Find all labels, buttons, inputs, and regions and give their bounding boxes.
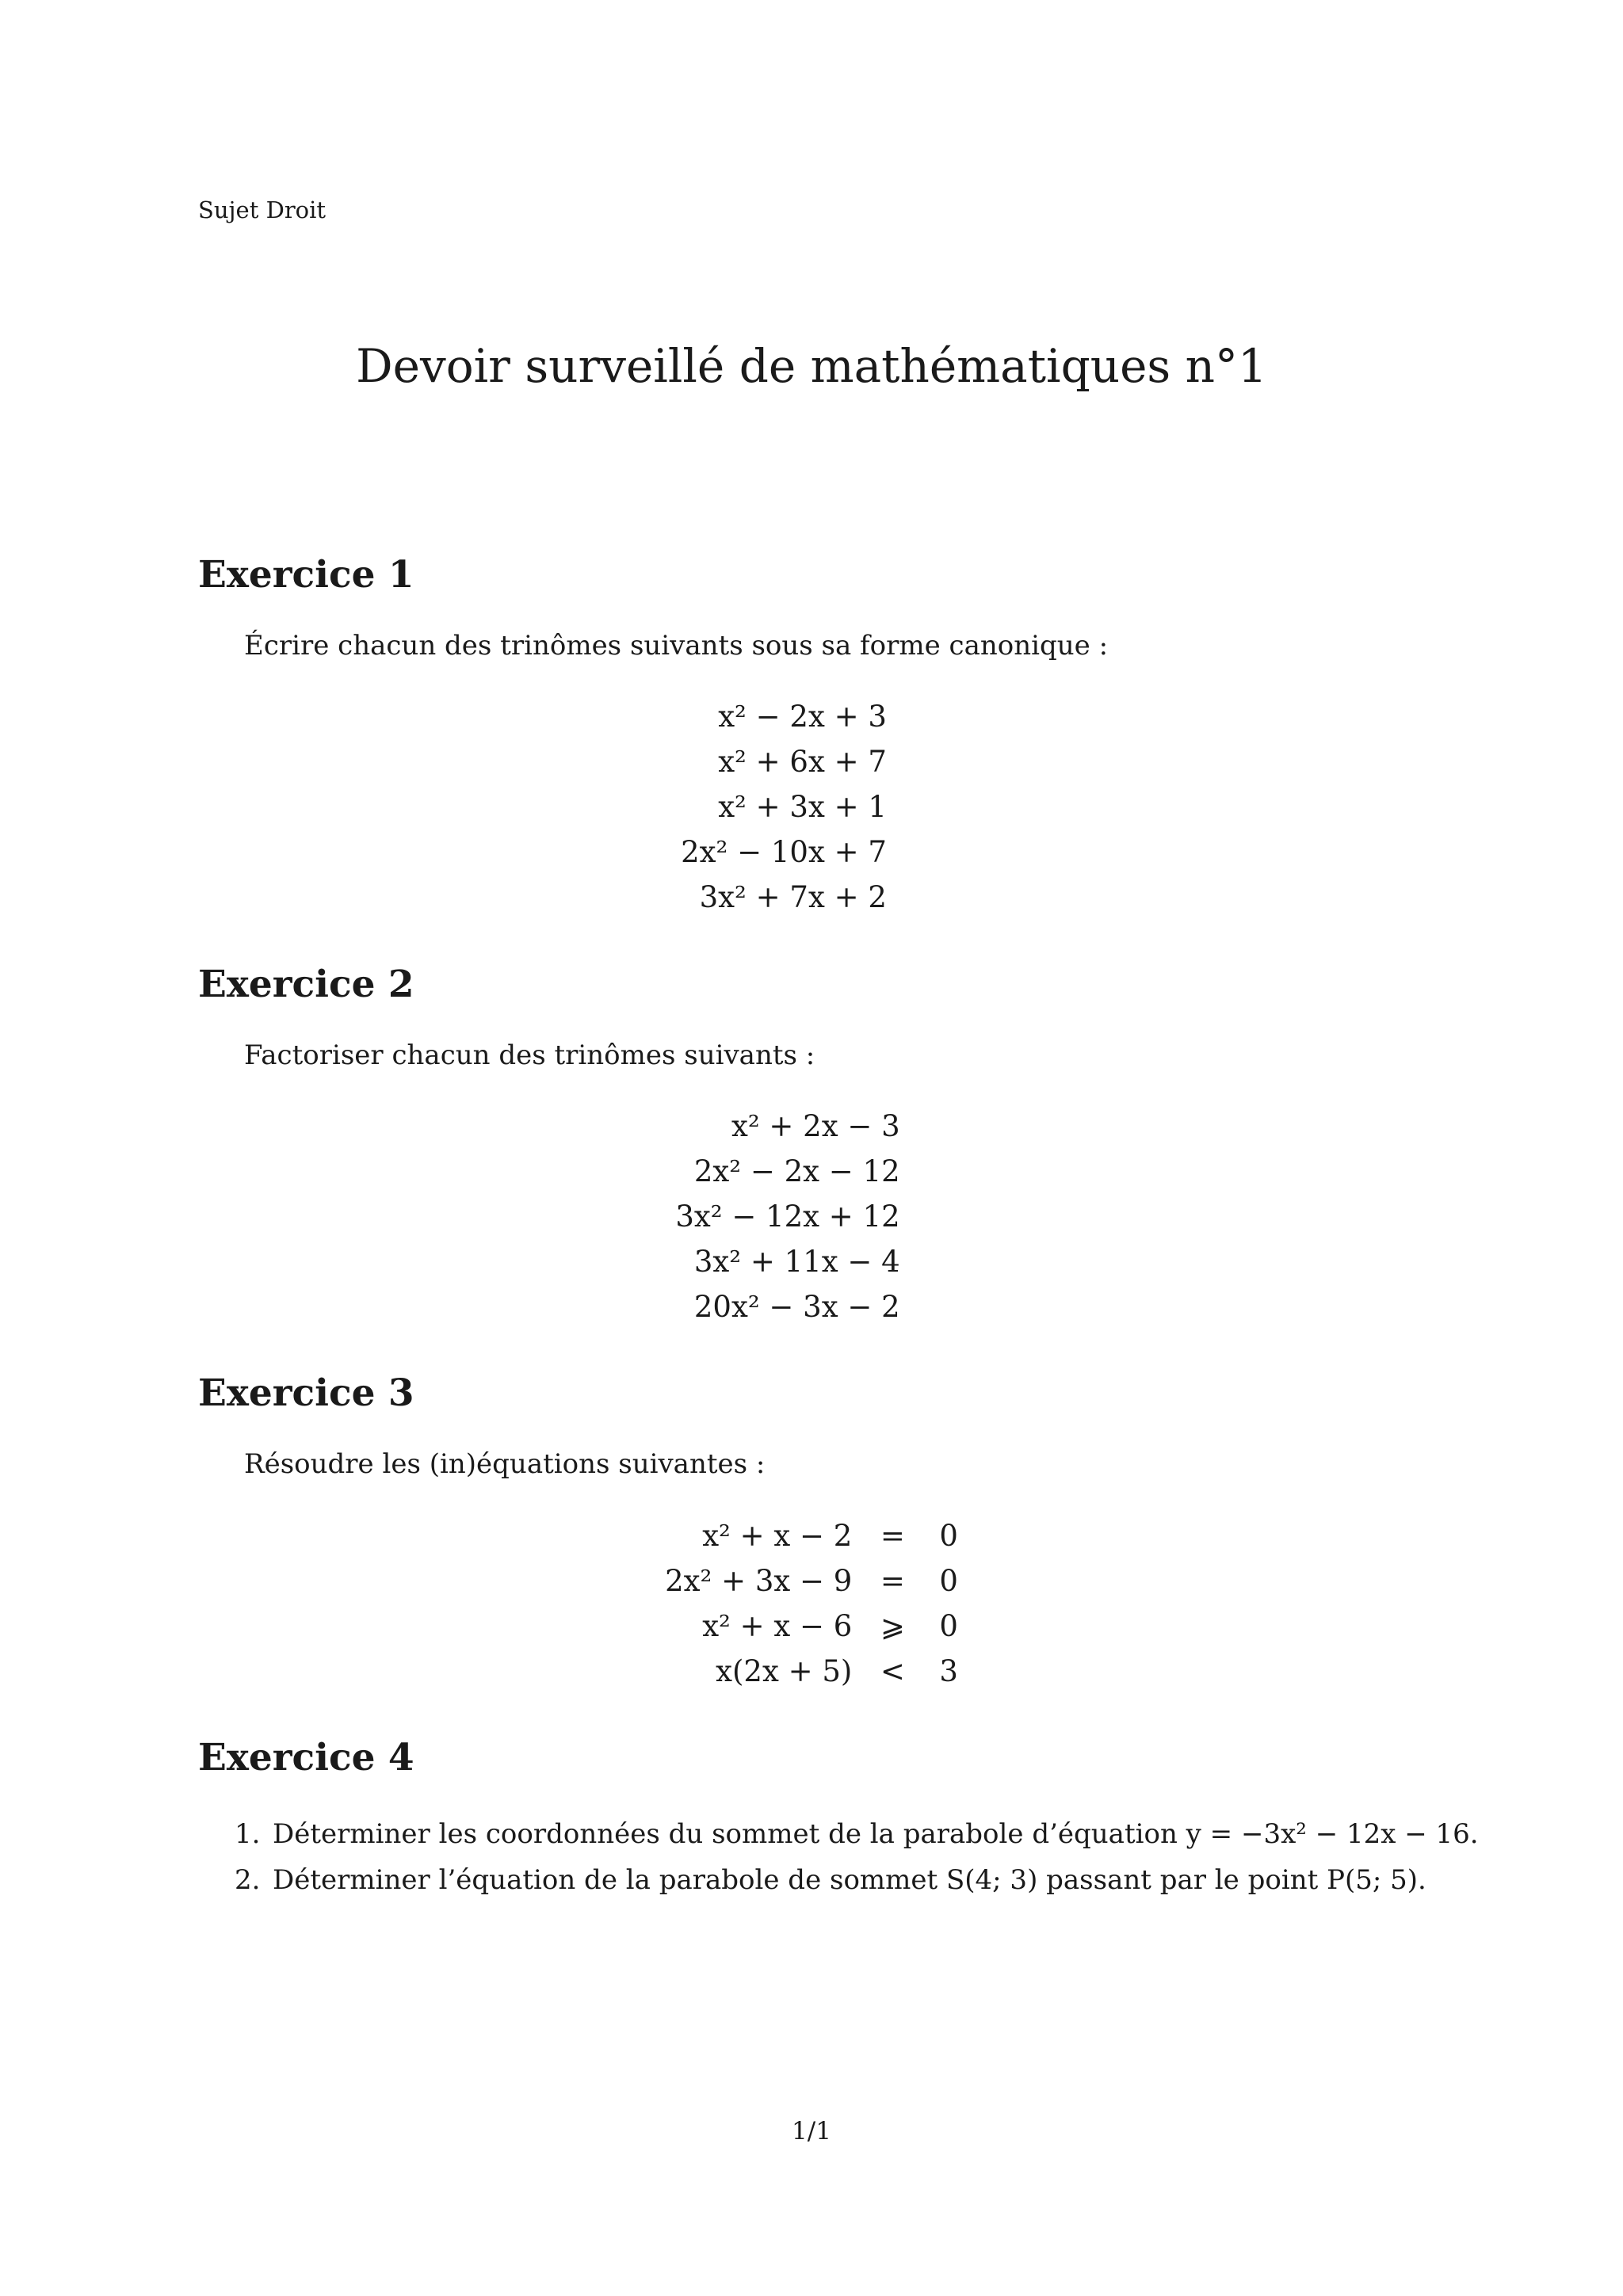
equation-relation: ⩾ [880, 1609, 905, 1643]
exercise-3-title: Exercice 3 [198, 1371, 414, 1415]
question-item [235, 1857, 1479, 1903]
question-item [235, 1811, 1479, 1857]
equation-rhs: 3 [939, 1654, 958, 1688]
equation-relation: = [880, 1564, 905, 1598]
question-text: Déterminer les coordonnées du sommet de la parabole d’équation y = −3x² − 12x − 16. [273, 1818, 1479, 1850]
exercise-3-instruction: Résoudre les (in)équations suivantes : [244, 1448, 766, 1480]
equation-relation: = [880, 1519, 905, 1553]
page-number: 1/1 [792, 2117, 831, 2145]
equation-row [665, 1513, 958, 1558]
exercise-1-instruction: Écrire chacun des trinômes suivants sous sa forme canonique : [244, 630, 1109, 662]
exercise-2-expression: 20x² − 3x − 2 [693, 1290, 900, 1324]
exercise-2-expression: 3x² − 12x + 12 [675, 1199, 900, 1234]
exercise-2-title: Exercice 2 [198, 963, 414, 1006]
exercise-2-instruction: Factoriser chacun des trinômes suivants : [244, 1039, 815, 1071]
header-label: Sujet Droit [198, 196, 327, 223]
exercise-1-title: Exercice 1 [198, 553, 414, 597]
equation-row [665, 1604, 958, 1649]
exercise-2-expression: x² + 2x − 3 [731, 1109, 900, 1143]
exercise-2-expressions [0, 1104, 1623, 1329]
exercise-4-title: Exercice 4 [198, 1736, 414, 1779]
exercise-2-expression: 2x² − 2x − 12 [693, 1154, 900, 1188]
equation-rhs: 0 [939, 1609, 958, 1643]
document-title: Devoir surveillé de mathématiques n°1 [356, 339, 1267, 393]
exercise-1-expression: 2x² − 10x + 7 [681, 835, 887, 869]
question-text: Déterminer l’équation de la parabole de sommet S(4; 3) passant par le point P(5; 5). [273, 1864, 1426, 1896]
equation-relation: < [880, 1654, 905, 1688]
equation-lhs: x² + x − 6 [702, 1609, 853, 1643]
equation-row [665, 1558, 958, 1604]
question-number: 2. [235, 1864, 261, 1896]
question-number: 1. [235, 1818, 261, 1850]
exercise-1-expressions [0, 694, 1623, 920]
equation-lhs: 2x² + 3x − 9 [665, 1564, 853, 1598]
equation-lhs: x(2x + 5) [716, 1654, 853, 1688]
equation-rhs: 0 [939, 1564, 958, 1598]
equation-row [665, 1649, 958, 1694]
exercise-3-equations [0, 1513, 1623, 1694]
equation-rhs: 0 [939, 1519, 958, 1553]
equation-lhs: x² + x − 2 [702, 1519, 853, 1553]
exercise-4-questions [235, 1811, 1479, 1903]
exercise-1-expression: x² − 2x + 3 [718, 700, 887, 734]
exercise-1-expression: x² + 6x + 7 [718, 745, 887, 779]
exercise-1-expression: 3x² + 7x + 2 [699, 880, 887, 914]
exercise-1-expression: x² + 3x + 1 [718, 790, 887, 824]
exercise-2-expression: 3x² + 11x − 4 [693, 1245, 900, 1279]
